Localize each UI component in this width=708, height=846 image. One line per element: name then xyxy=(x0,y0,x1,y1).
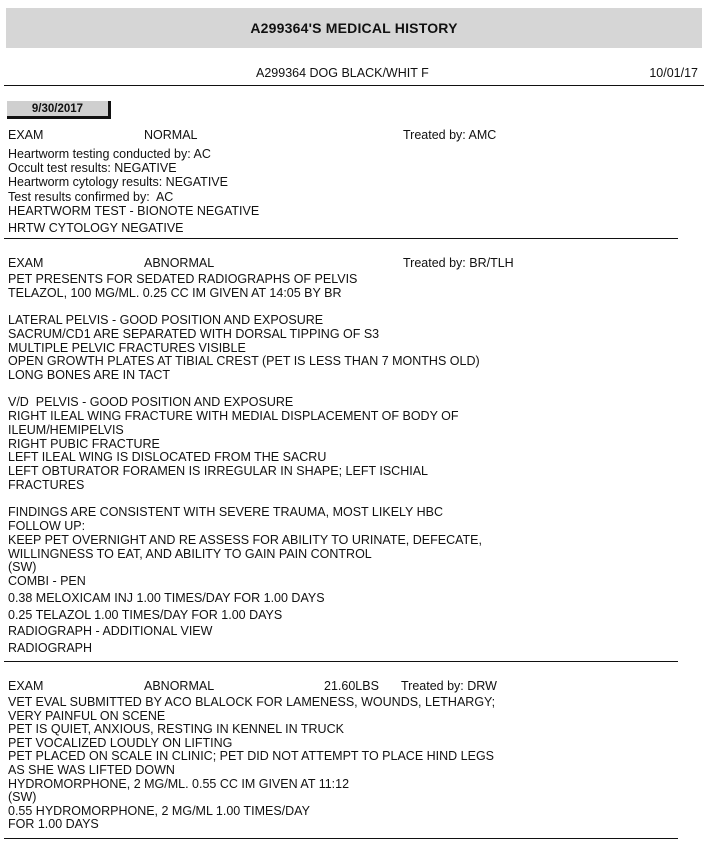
entry-status: NORMAL xyxy=(144,128,198,142)
entry-notes xyxy=(8,273,678,656)
entry-divider xyxy=(4,238,678,239)
note-line: 0.55 HYDROMORPHONE, 2 MG/ML 1.00 TIMES/DAY xyxy=(8,803,310,818)
note-line: VERY PAINFUL ON SCENE xyxy=(8,708,166,723)
note-line: KEEP PET OVERNIGHT AND RE ASSESS FOR ABILITY TO URINATE, DEFECATE, xyxy=(8,532,482,547)
visit-date-tab xyxy=(7,101,111,119)
entry-status: ABNORMAL xyxy=(144,256,215,270)
note-line: FRACTURES xyxy=(8,477,85,492)
note-line xyxy=(8,301,678,315)
note-line: FOLLOW UP: xyxy=(8,519,86,534)
entry-divider xyxy=(4,661,678,662)
note-line: RADIOGRAPH - ADDITIONAL VIEW xyxy=(8,624,213,639)
note-line: V/D PELVIS - GOOD POSITION AND EXPOSURE xyxy=(8,395,294,410)
note-line: HRTW CYTOLOGY NEGATIVE xyxy=(8,221,184,236)
entry-type: EXAM xyxy=(8,256,44,270)
entry-type: EXAM xyxy=(8,679,44,693)
note-line: Heartworm cytology results: NEGATIVE xyxy=(8,175,228,190)
note-line: MULTIPLE PELVIC FRACTURES VISIBLE xyxy=(8,340,246,355)
patient-info: A299364 DOG BLACK/WHIT F xyxy=(256,66,429,80)
note-line: OPEN GROWTH PLATES AT TIBIAL CREST (PET IS LESS THAN 7 MONTHS OLD) xyxy=(8,354,480,369)
visit-date: 9/30/2017 xyxy=(31,102,84,115)
document-title: A299364'S MEDICAL HISTORY xyxy=(250,20,458,36)
note-line: FOR 1.00 DAYS xyxy=(8,817,99,832)
note-line: Test results confirmed by: AC xyxy=(8,189,174,204)
note-line: PET PLACED ON SCALE IN CLINIC; PET DID NOT ATTEMPT TO PLACE HIND LEGS xyxy=(8,749,495,764)
entry-weight: 21.60LBS xyxy=(324,679,379,693)
note-line: FINDINGS ARE CONSISTENT WITH SEVERE TRAUMA, MOST LIKELY HBC xyxy=(8,505,444,520)
print-date: 10/01/17 xyxy=(649,66,698,80)
note-line xyxy=(8,383,678,397)
entry-divider xyxy=(4,838,678,839)
note-line: RIGHT ILEAL WING FRACTURE WITH MEDIAL DISPLACEMENT OF BODY OF xyxy=(8,409,459,424)
entry-header xyxy=(8,256,678,271)
note-line: PET IS QUIET, ANXIOUS, RESTING IN KENNEL IN TRUCK xyxy=(8,722,344,737)
entry-notes xyxy=(8,696,678,832)
note-line: (SW) xyxy=(8,790,37,805)
entry-status: ABNORMAL xyxy=(144,679,215,693)
note-line: 0.38 MELOXICAM INJ 1.00 TIMES/DAY FOR 1.00 DAYS xyxy=(8,590,325,605)
note-line: Occult test results: NEGATIVE xyxy=(8,161,177,176)
note-line: 0.25 TELAZOL 1.00 TIMES/DAY FOR 1.00 DAYS xyxy=(8,607,283,622)
header-divider xyxy=(4,85,704,86)
note-line: HEARTWORM TEST - BIONOTE NEGATIVE xyxy=(8,203,260,218)
note-line: LONG BONES ARE IN TACT xyxy=(8,368,171,383)
note-line: VET EVAL SUBMITTED BY ACO BLALOCK FOR LAMENESS, WOUNDS, LETHARGY; xyxy=(8,695,496,709)
entry-notes xyxy=(8,147,678,235)
entry-treated-by: Treated by: BR/TLH xyxy=(403,256,514,270)
note-line: LATERAL PELVIS - GOOD POSITION AND EXPOSURE xyxy=(8,313,324,328)
entry-header xyxy=(8,128,678,143)
note-line: LEFT ILEAL WING IS DISLOCATED FROM THE SACRU xyxy=(8,450,327,465)
entry-treated-by: Treated by: DRW xyxy=(401,679,497,693)
entry-header xyxy=(8,679,678,694)
entry-type: EXAM xyxy=(8,128,44,142)
document-title-bar xyxy=(6,8,702,48)
note-line: RADIOGRAPH xyxy=(8,641,93,656)
note-line: RIGHT PUBIC FRACTURE xyxy=(8,436,160,451)
entry-treated-by: Treated by: AMC xyxy=(403,128,497,142)
note-line: HYDROMORPHONE, 2 MG/ML. 0.55 CC IM GIVEN AT 11:12 xyxy=(8,776,350,791)
note-line: TELAZOL, 100 MG/ML. 0.25 CC IM GIVEN AT 14:05 BY BR xyxy=(8,285,342,300)
note-line: AS SHE WAS LIFTED DOWN xyxy=(8,762,175,777)
note-line: PET VOCALIZED LOUDLY ON LIFTING xyxy=(8,735,233,750)
note-line: (SW) xyxy=(8,560,37,575)
note-line: COMBI - PEN xyxy=(8,574,86,589)
note-line: WILLINGNESS TO EAT, AND ABILITY TO GAIN PAIN CONTROL xyxy=(8,546,372,561)
note-line: PET PRESENTS FOR SEDATED RADIOGRAPHS OF PELVIS xyxy=(8,272,358,286)
note-line xyxy=(8,493,678,507)
patient-line xyxy=(0,66,708,82)
note-line: Heartworm testing conducted by: AC xyxy=(8,147,211,161)
note-line: LEFT OBTURATOR FORAMEN IS IRREGULAR IN SHAPE; LEFT ISCHIAL xyxy=(8,464,428,479)
note-line: SACRUM/CD1 ARE SEPARATED WITH DORSAL TIPPING OF S3 xyxy=(8,326,380,341)
note-line: ILEUM/HEMIPELVIS xyxy=(8,422,124,437)
